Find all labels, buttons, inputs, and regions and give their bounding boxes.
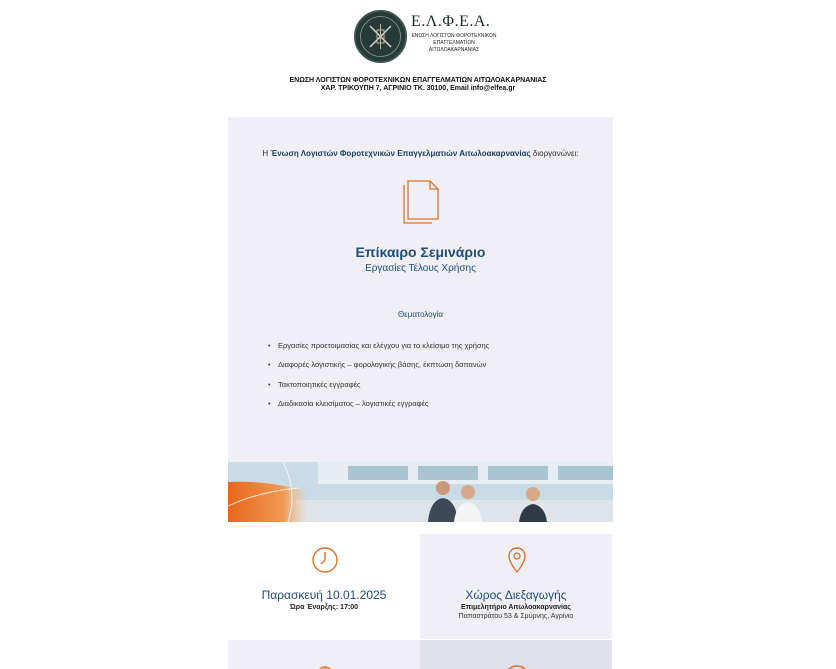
map-pin-icon bbox=[503, 546, 531, 579]
topic-item: • Διαφορές λογιστικής – φορολογικής βάσης, έκπτωση δαπανών bbox=[268, 360, 598, 379]
start-time: Ώρα Έναρξης: 17:00 bbox=[289, 604, 359, 611]
intro-suffix: διοργανώνει: bbox=[530, 149, 579, 158]
venue-address: Παπαστράτου 53 & Σμύρνης, Αγρίνιο bbox=[458, 613, 574, 620]
date-box bbox=[228, 534, 420, 639]
speaker-box bbox=[228, 640, 420, 669]
office-banner-image bbox=[228, 462, 613, 522]
cost-box bbox=[420, 640, 612, 669]
clock-icon bbox=[311, 546, 339, 579]
venue-box bbox=[420, 534, 612, 639]
event-date: Παρασκευή 10.01.2025 bbox=[261, 588, 387, 602]
topic-item: • Διαδικασία κλεισίματος – λογιστικές εγγραφές bbox=[268, 399, 598, 418]
topic-item: • Εργασίες προετοιμασίας και ελέγχου για το κλείσιμο της χρήσης bbox=[268, 341, 598, 360]
logo-title: Ε.Λ.Φ.Ε.Α. bbox=[411, 13, 491, 30]
organization-info bbox=[0, 77, 836, 93]
organization-address: ΧΑΡ. ΤΡΙΚΟΥΠΗ 7, ΑΓΡΙΝΙΟ ΤΚ. 30100, Email info@elfea.gr bbox=[320, 85, 516, 92]
topics-heading: Θεματολογία bbox=[397, 310, 444, 319]
logo-emblem-icon bbox=[354, 10, 407, 63]
intro-organization: Ένωση Λογιστών Φοροτεχνικών Επαγγελματιών Αιτωλοακαρνανίας bbox=[270, 149, 531, 158]
organization-name: ΕΝΩΣΗ ΛΟΓΙΣΤΩΝ ΦΟΡΟΤΕΧΝΙΚΩΝ ΕΠΑΓΓΕΛΜΑΤΙΩΝ ΑΙΤΩΛΟΑΚΑΡΝΑΝΙΑΣ bbox=[289, 77, 547, 84]
venue-title: Χώρος Διεξαγωγής bbox=[465, 588, 567, 602]
seminar-panel bbox=[228, 117, 613, 462]
venue-name: Επιμελητήριο Αιτωλοακαρνανίας bbox=[461, 604, 571, 611]
person-icon bbox=[311, 652, 339, 669]
topic-item: • Τακτοποιητικές εγγραφές bbox=[268, 380, 598, 399]
intro-prefix: Η bbox=[262, 149, 271, 158]
email-header bbox=[0, 0, 836, 117]
elfea-logo[interactable] bbox=[354, 10, 497, 66]
intro-text bbox=[228, 149, 613, 158]
seminar-title: Επίκαιρο Σεμινάριο bbox=[355, 244, 486, 260]
euro-icon bbox=[503, 652, 531, 669]
seminar-subtitle: Εργασίες Τέλους Χρήσης bbox=[365, 263, 476, 274]
logo-subtitle: ΕΝΩΣΗ ΛΟΓΙΣΤΩΝ ΦΟΡΟΤΕΧΝΙΚΩΝ ΕΠΑΓΓΕΛΜΑΤΙΩΝ ΑΙΤΩΛΟΑΚΑΡΝΑΝΙΑΣ bbox=[411, 33, 497, 53]
topics-list bbox=[268, 341, 598, 418]
document-icon bbox=[401, 179, 441, 230]
